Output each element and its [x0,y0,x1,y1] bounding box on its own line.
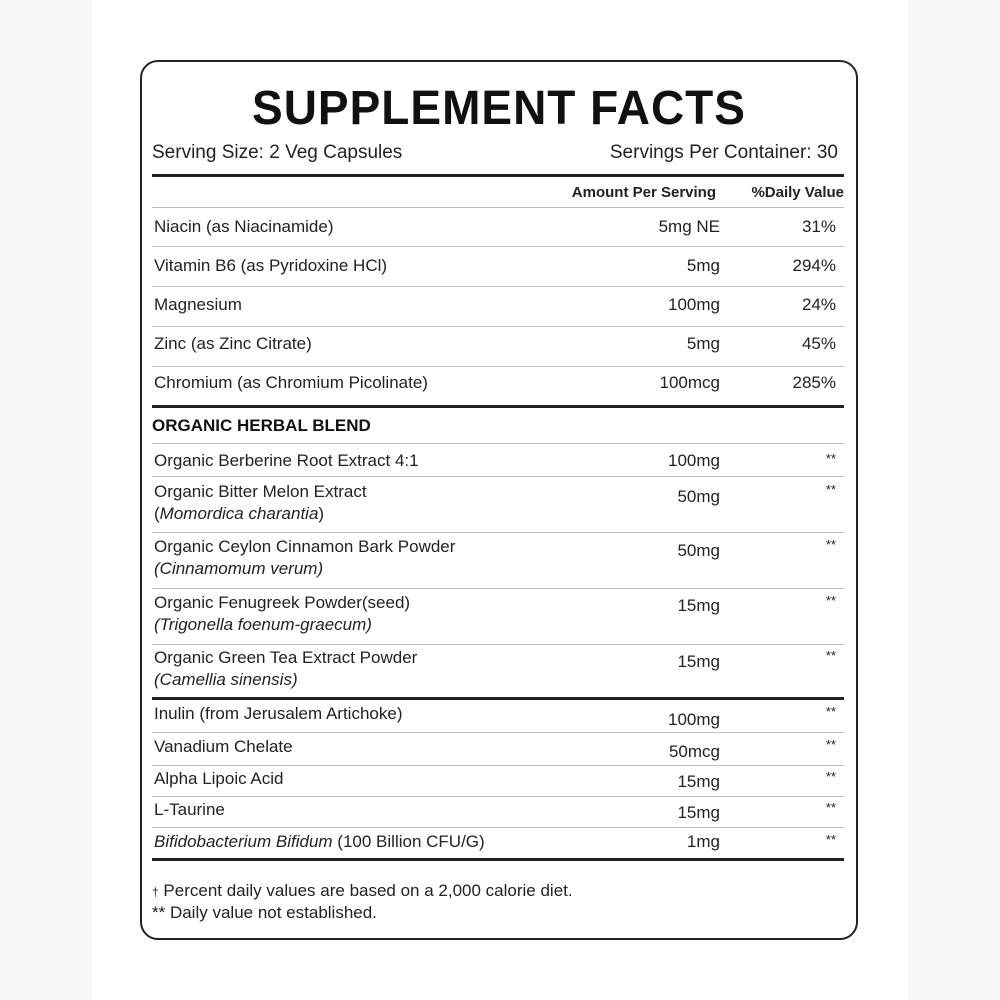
ingredient-name: L-Taurine [154,800,225,819]
ingredient-latin-name: Momordica charantia [159,504,319,523]
nutrient-dv: 24% [801,295,836,314]
footnotes [152,880,573,924]
ingredient-potency: (100 Billion CFU/G) [332,832,485,851]
blend-title: ORGANIC HERBAL BLEND [152,416,371,435]
divider-thick [152,174,844,177]
ingredient-common-name: Organic Fenugreek Powder(seed) [154,593,411,612]
ingredient-name: Vanadium Chelate [154,737,293,756]
ingredient-name: Organic Fenugreek Powder(seed) (Trigonella foenum-graecum) [154,593,411,634]
panel-title: SUPPLEMENT FACTS [252,79,746,135]
ingredient-amount: 15mg [677,772,720,791]
ingredient-dv: ** [825,451,836,466]
divider [152,796,844,797]
column-header-amount: Amount Per Serving [571,184,716,201]
ingredient-latin-name: Trigonella foenum-graecum [159,615,367,634]
divider [152,732,844,733]
ingredient-amount: 50mg [677,541,720,560]
ingredient-dv: ** [825,769,836,784]
ingredient-amount: 100mg [668,451,720,470]
ingredient-dv: ** [825,832,836,847]
ingredient-name: Organic Berberine Root Extract 4:1 [154,451,419,470]
nutrient-dv: 285% [792,373,836,392]
servings-per-container: Servings Per Container: 30 [609,142,838,163]
ingredient-name: Organic Ceylon Cinnamon Bark Powder (Cinnamomum verum) [154,537,456,578]
nutrient-dv: 31% [801,217,836,236]
nutrient-amount: 5mg [686,256,720,275]
ingredient-name: Inulin (from Jerusalem Artichoke) [154,704,403,723]
divider [152,765,844,766]
ingredient-amount: 100mg [668,710,720,729]
ingredient-name: Organic Bitter Melon Extract (Momordica charantia) [154,482,367,523]
nutrient-name: Vitamin B6 (as Pyridoxine HCl) [154,256,388,275]
ingredient-amount: 1mg [686,832,720,851]
ingredient-dv: ** [825,482,836,497]
ingredient-dv: ** [825,537,836,552]
divider-thick [152,858,844,861]
ingredient-latin-name: Camellia sinensis [159,670,292,689]
ingredient-name [154,831,485,853]
divider-thick [152,405,844,408]
divider [152,476,844,477]
ingredient-name: Organic Green Tea Extract Powder (Camellia sinensis) [154,648,418,689]
nutrient-name: Niacin (as Niacinamide) [154,217,334,236]
divider-thick [152,697,844,700]
dagger-symbol: † [152,885,159,899]
supplement-facts-panel [140,60,858,940]
divider [152,443,844,444]
ingredient-dv: ** [825,800,836,815]
ingredient-amount: 15mg [677,596,720,615]
divider [152,644,844,645]
footnote-text-1: Percent daily values are based on a 2,000 calorie diet. [158,881,573,900]
ingredient-amount: 15mg [677,803,720,822]
nutrient-dv: 294% [792,256,836,275]
nutrient-dv: 45% [801,334,836,353]
nutrient-name: Magnesium [154,295,242,314]
ingredient-common-name: Organic Bitter Melon Extract [154,482,367,501]
divider [152,286,844,287]
ingredient-name: Alpha Lipoic Acid [154,769,284,788]
nutrient-amount: 5mg NE [658,217,720,236]
footnote-daily-values [152,880,573,902]
ingredient-latin-name: Bifidobacterium Bifidum [154,832,333,851]
divider [152,207,844,208]
ingredient-amount: 50mg [677,487,720,506]
nutrient-amount: 100mcg [659,373,720,392]
ingredient-dv: ** [825,704,836,719]
ingredient-amount: 50mcg [668,742,720,761]
divider [152,588,844,589]
nutrient-amount: 5mg [686,334,720,353]
ingredient-common-name: Organic Ceylon Cinnamon Bark Powder [154,537,456,556]
serving-info [152,142,846,166]
nutrient-amount: 100mg [668,295,720,314]
nutrient-name: Chromium (as Chromium Picolinate) [154,373,428,392]
ingredient-dv: ** [825,593,836,608]
column-header-dv: %Daily Value [751,184,844,201]
divider [152,366,844,367]
divider [152,246,844,247]
divider [152,326,844,327]
ingredient-amount: 15mg [677,652,720,671]
footnote-not-established: ** Daily value not established. [152,903,377,922]
ingredient-common-name: Organic Green Tea Extract Powder [154,648,418,667]
nutrient-name: Zinc (as Zinc Citrate) [154,334,312,353]
ingredient-dv: ** [825,737,836,752]
serving-size: Serving Size: 2 Veg Capsules [152,142,403,163]
divider [152,532,844,533]
ingredient-latin-name: Cinnamomum verum [159,559,318,578]
ingredient-dv: ** [825,648,836,663]
divider [152,827,844,828]
